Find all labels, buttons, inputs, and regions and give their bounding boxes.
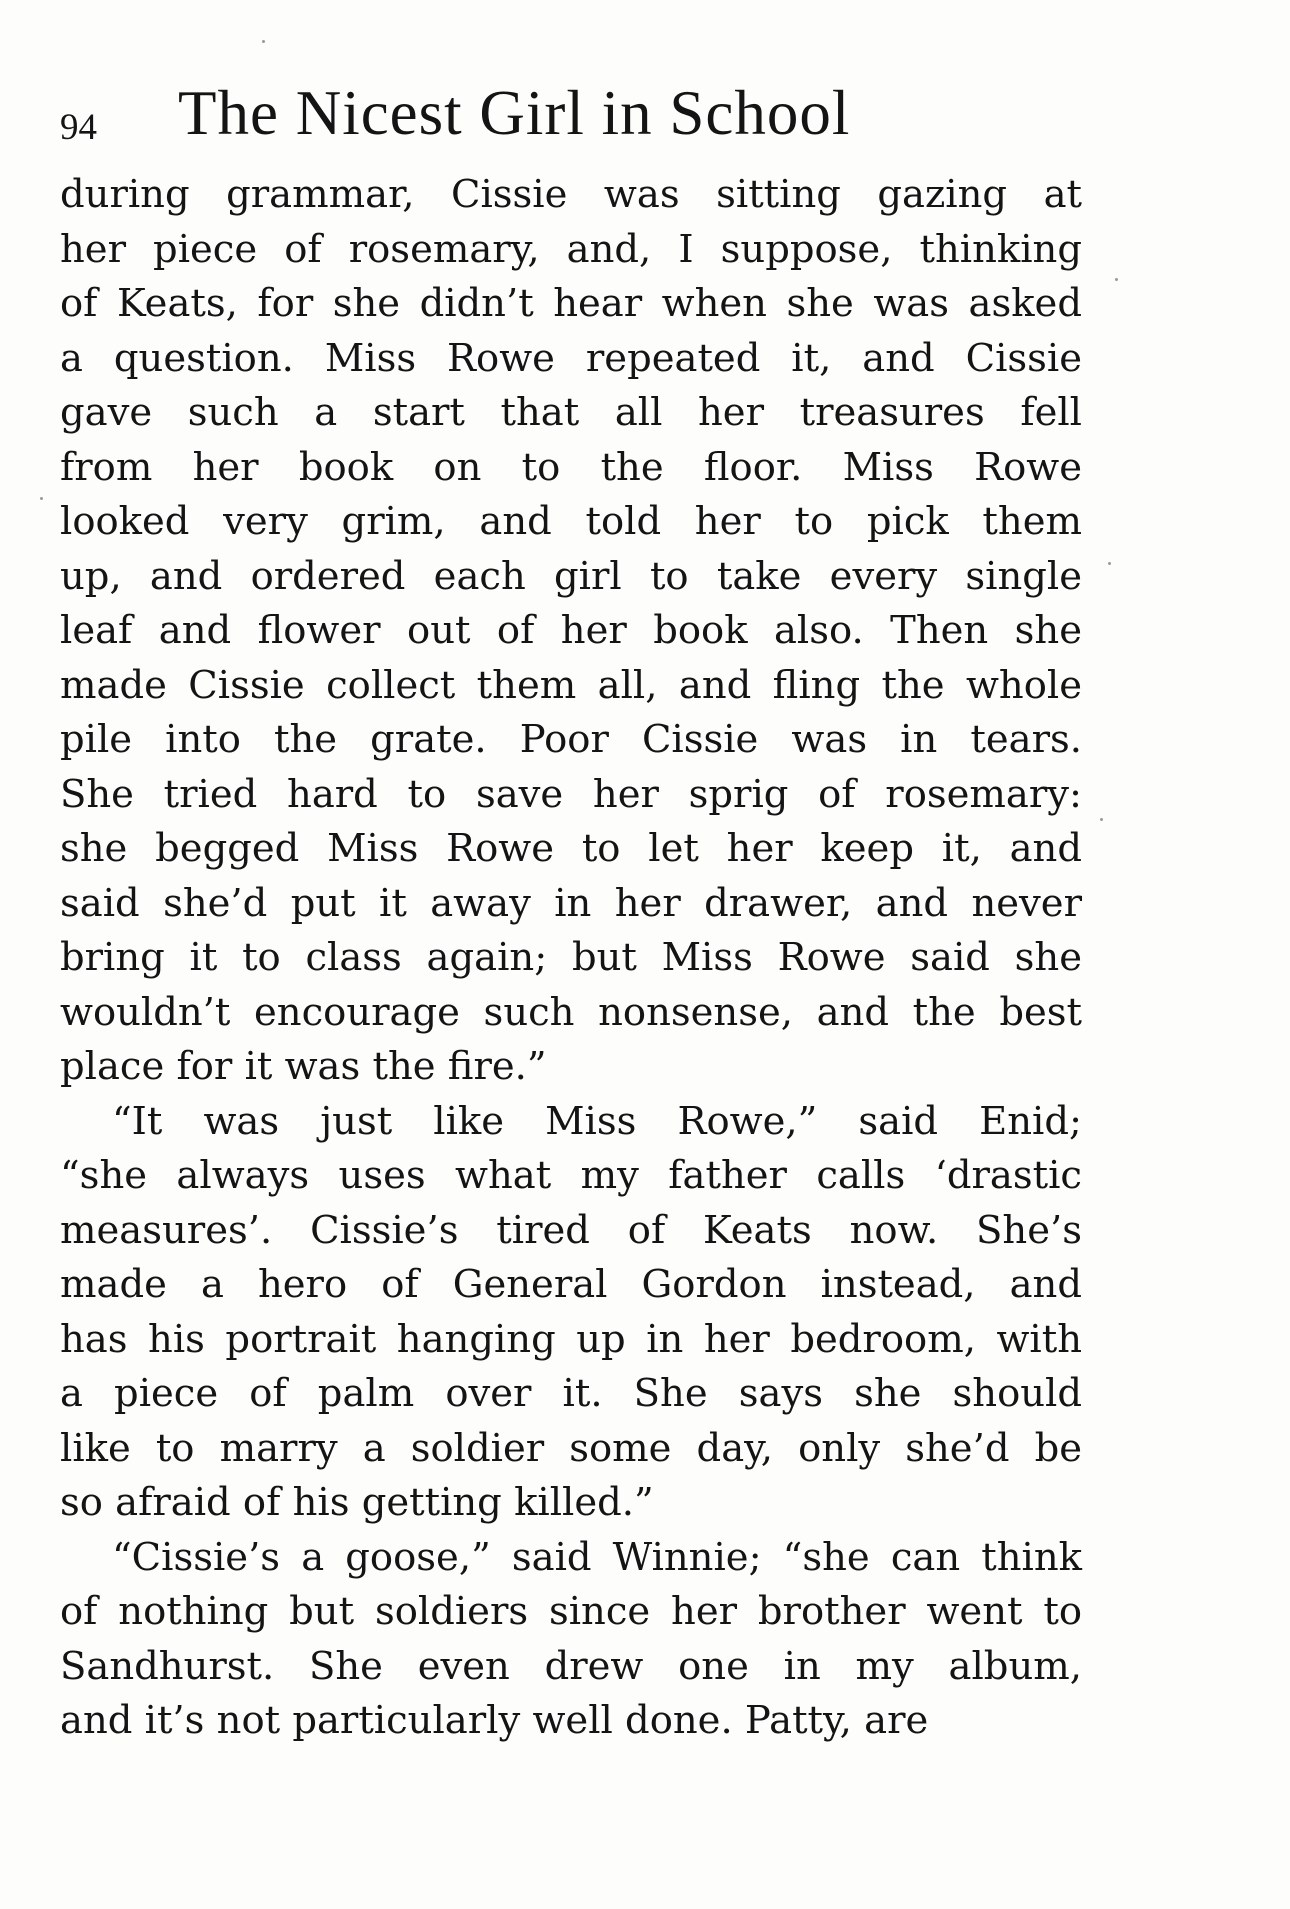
text-line: a piece of palm over it. She says she should — [60, 1371, 1082, 1416]
body-text — [60, 168, 1082, 1749]
text-line: wouldn’t encourage such nonsense, and the best — [60, 989, 1082, 1035]
text-line: and it’s not particularly well done. Patty, are — [60, 1698, 929, 1743]
text-line: up, and ordered each girl to take every single — [60, 553, 1082, 599]
text-line: “she always uses what my father calls ‘drastic — [60, 1153, 1082, 1198]
text-line: her piece of rosemary, and, I suppose, thinking — [60, 226, 1082, 272]
text-line: a question. Miss Rowe repeated it, and Cissie — [60, 335, 1082, 381]
text-line: looked very grim, and told her to pick them — [60, 499, 1082, 544]
text-line: “Cissie’s a goose,” said Winnie; “she can think — [112, 1534, 1082, 1580]
text-line: has his portrait hanging up in her bedroom, with — [60, 1316, 1082, 1362]
text-line: made Cissie collect them all, and fling the whole — [60, 662, 1082, 708]
text-line: gave such a start that all her treasures fell — [60, 390, 1082, 435]
text-line: like to marry a soldier some day, only she’d be — [60, 1425, 1082, 1471]
running-title: The Nicest Girl in School — [178, 78, 851, 148]
text-line: of nothing but soldiers since her brother went to — [60, 1589, 1082, 1634]
text-line: during grammar, Cissie was sitting gazing at — [60, 172, 1082, 217]
text-line: She tried hard to save her sprig of rosemary: — [60, 771, 1082, 817]
paragraph — [60, 1095, 1082, 1531]
scan-speck — [1100, 818, 1103, 821]
text-line: “It was just like Miss Rowe,” said Enid; — [112, 1098, 1082, 1144]
scan-speck — [262, 40, 265, 43]
scan-speck — [1115, 278, 1118, 281]
text-line: so afraid of his getting killed.” — [60, 1480, 654, 1525]
text-line: pile into the grate. Poor Cissie was in tears. — [60, 717, 1082, 762]
page-header — [60, 70, 1082, 162]
paragraph — [60, 168, 1082, 1095]
text-line: of Keats, for she didn’t hear when she was asked — [60, 281, 1082, 326]
text-line: made a hero of General Gordon instead, and — [60, 1262, 1082, 1307]
text-line: she begged Miss Rowe to let her keep it, and — [60, 826, 1082, 871]
text-line: bring it to class again; but Miss Rowe said she — [60, 935, 1082, 980]
scan-speck — [1108, 562, 1111, 565]
text-line: place for it was the fire.” — [60, 1044, 547, 1089]
text-line: Sandhurst. She even drew one in my album, — [60, 1643, 1082, 1689]
text-line: from her book on to the floor. Miss Rowe — [60, 444, 1082, 490]
book-page — [60, 70, 1082, 1749]
text-line: said she’d put it away in her drawer, and never — [60, 880, 1082, 926]
text-line: leaf and flower out of her book also. Then she — [60, 608, 1082, 653]
page-number: 94 — [60, 107, 97, 148]
text-line: measures’. Cissie’s tired of Keats now. She’s — [60, 1207, 1082, 1253]
scan-speck — [40, 497, 43, 500]
paragraph — [60, 1531, 1082, 1749]
